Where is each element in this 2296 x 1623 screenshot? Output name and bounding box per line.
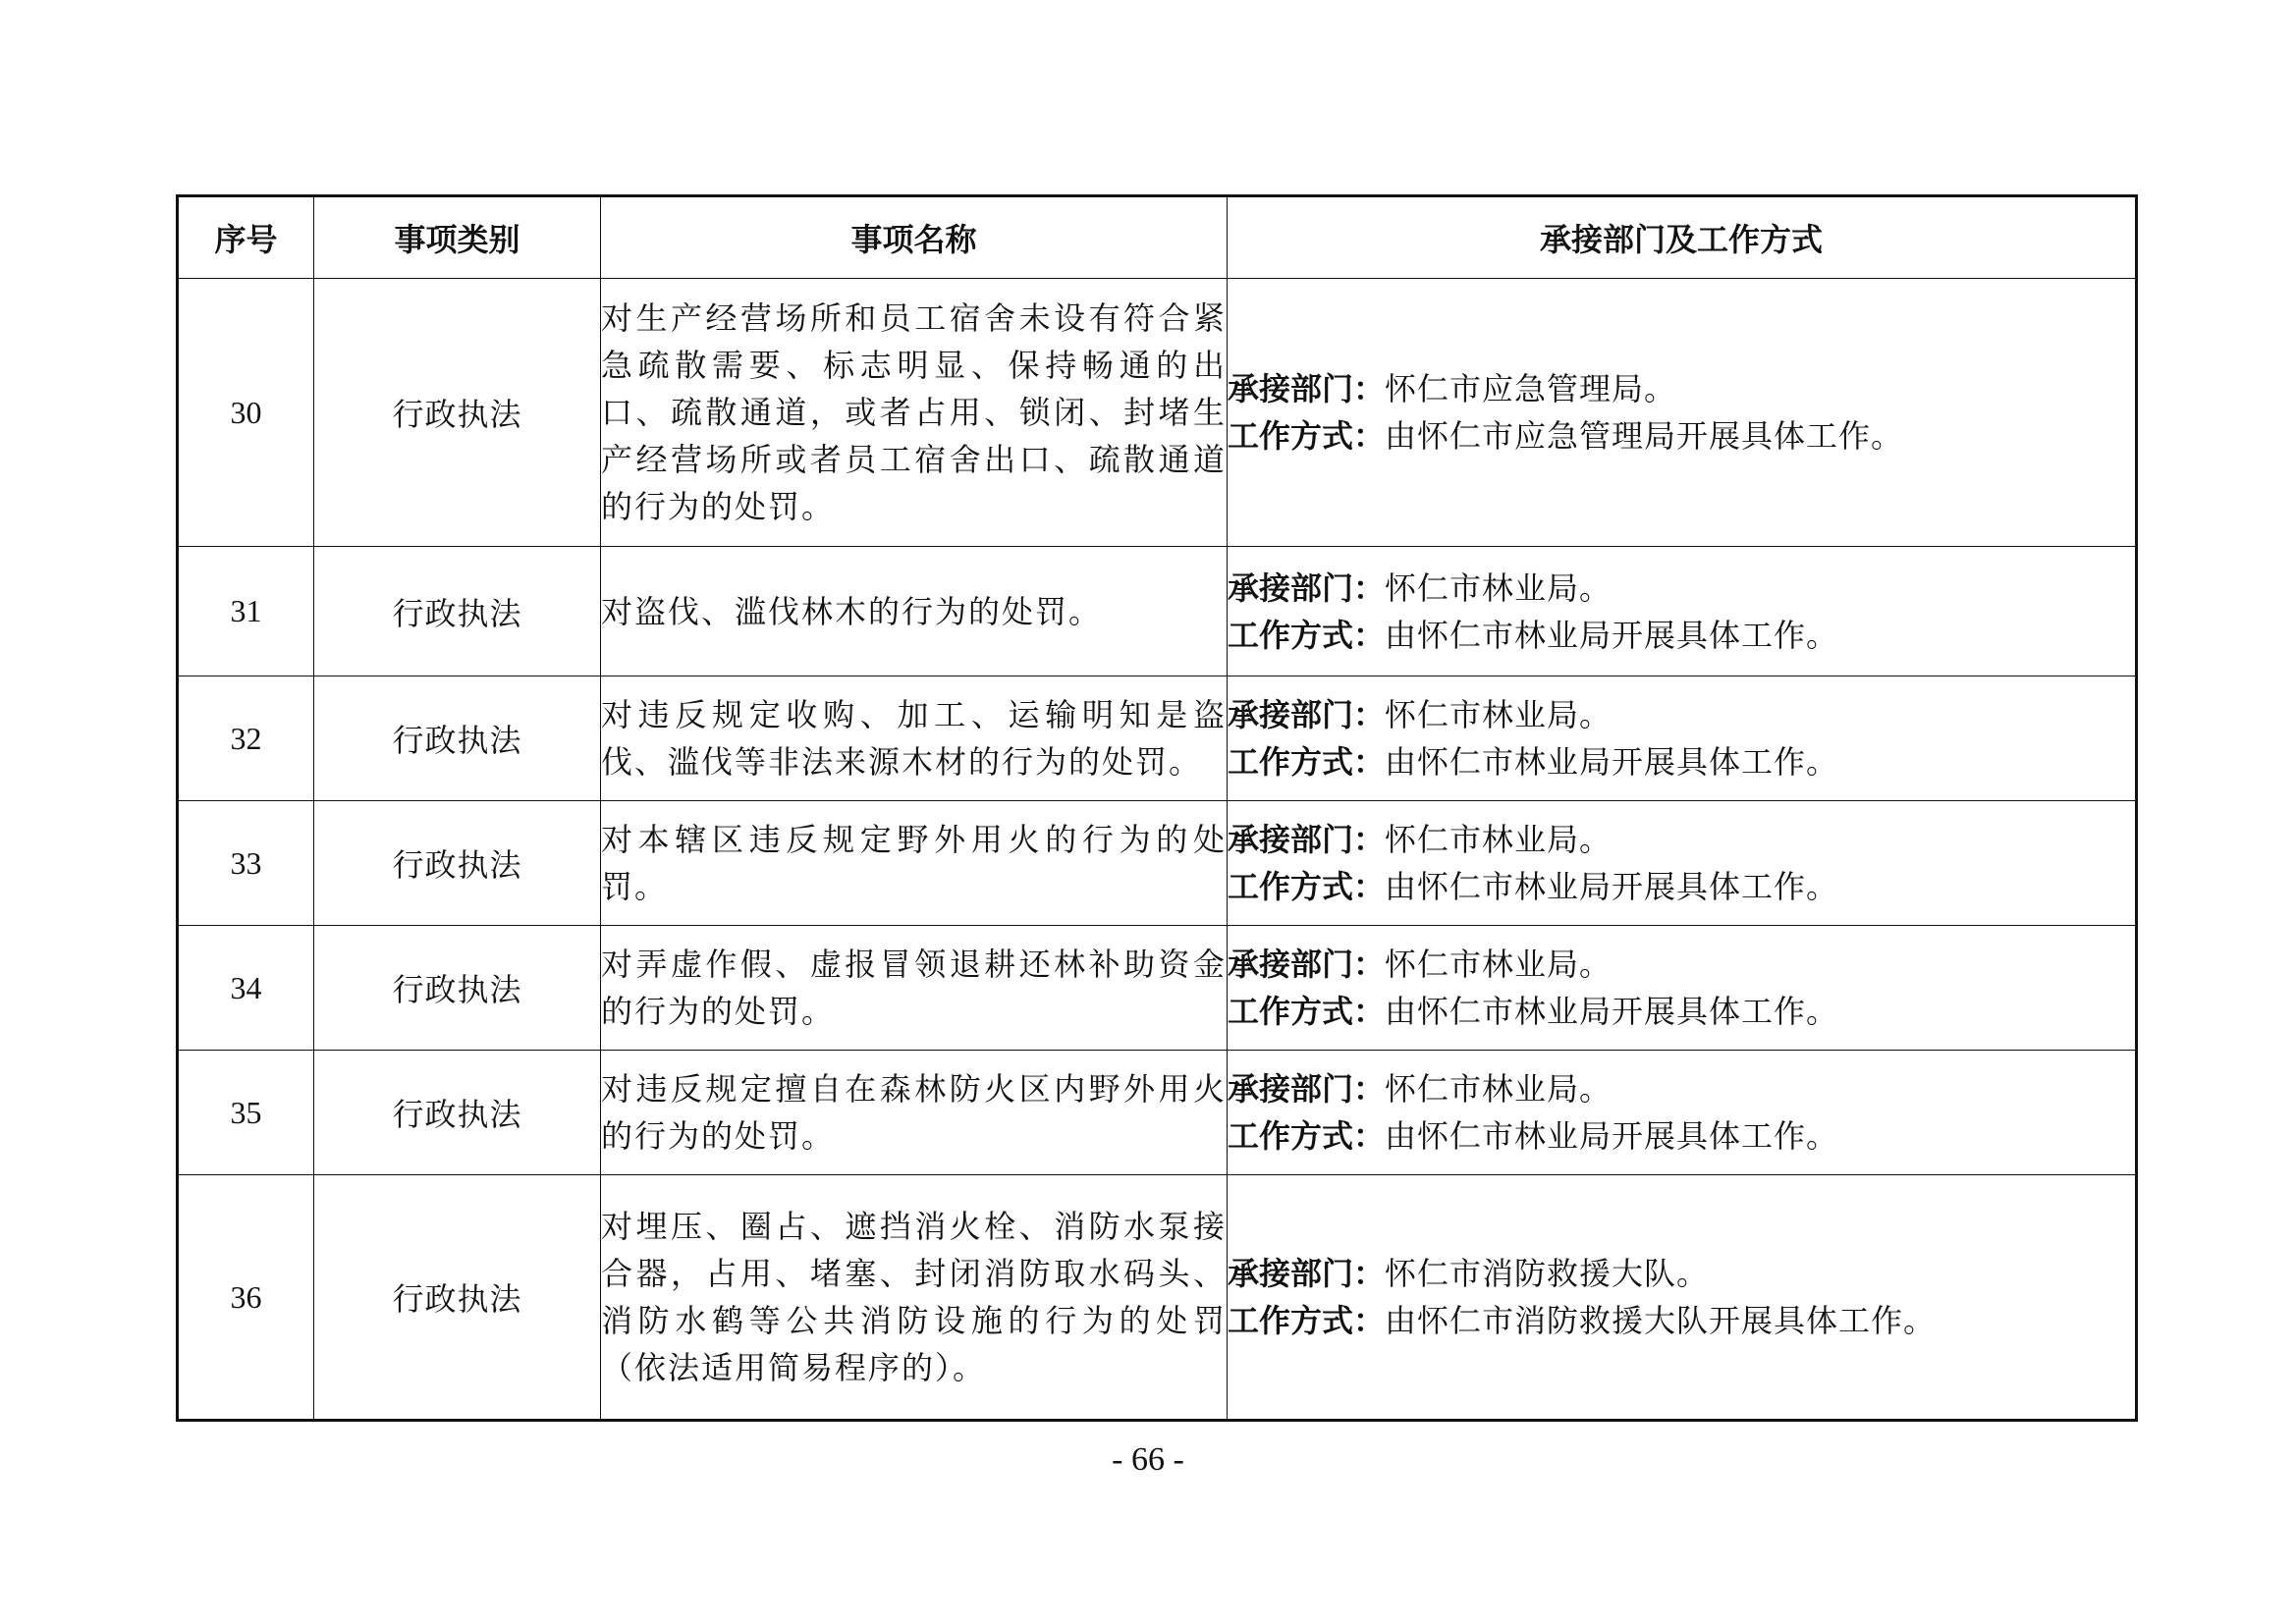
department-value: 怀仁市消防救援大队。 (1385, 1255, 1710, 1292)
row-category: 行政执法 (314, 926, 601, 1051)
department-value: 怀仁市林业局。 (1385, 1070, 1613, 1108)
department-label: 承接部门： (1228, 1255, 1386, 1292)
table-row (178, 1051, 2137, 1175)
table-row (178, 547, 2137, 676)
row-department-cell (1228, 1051, 2137, 1175)
department-line (1228, 365, 2135, 412)
row-department-cell (1228, 676, 2137, 801)
row-matter-name: 对违反规定收购、加工、运输明知是盗伐、滥伐等非法来源木材的行为的处罚。 (601, 676, 1228, 801)
department-line (1228, 565, 2135, 612)
method-line (1228, 1297, 2135, 1344)
method-line (1228, 612, 2135, 659)
method-line (1228, 988, 2135, 1035)
department-label: 承接部门： (1228, 821, 1386, 858)
department-label: 承接部门： (1228, 946, 1386, 983)
department-value: 怀仁市应急管理局。 (1385, 370, 1677, 407)
row-matter-name: 对盗伐、滥伐林木的行为的处罚。 (601, 547, 1228, 676)
method-value: 由怀仁市林业局开展具体工作。 (1385, 1117, 1839, 1155)
department-line (1228, 1250, 2135, 1297)
row-number: 31 (178, 547, 314, 676)
row-number: 32 (178, 676, 314, 801)
method-value: 由怀仁市林业局开展具体工作。 (1385, 743, 1839, 781)
method-line (1228, 863, 2135, 910)
row-category: 行政执法 (314, 676, 601, 801)
row-category: 行政执法 (314, 1051, 601, 1175)
department-label: 承接部门： (1228, 370, 1386, 407)
method-value: 由怀仁市林业局开展具体工作。 (1385, 616, 1839, 654)
row-matter-name: 对弄虚作假、虚报冒领退耕还林补助资金的行为的处罚。 (601, 926, 1228, 1051)
department-line (1228, 941, 2135, 988)
row-number: 33 (178, 801, 314, 926)
department-value: 怀仁市林业局。 (1385, 821, 1613, 858)
department-label: 承接部门： (1228, 1070, 1386, 1108)
row-department-cell (1228, 926, 2137, 1051)
table-row (178, 676, 2137, 801)
row-matter-name: 对违反规定擅自在森林防火区内野外用火的行为的处罚。 (601, 1051, 1228, 1175)
department-label: 承接部门： (1228, 696, 1386, 733)
department-value: 怀仁市林业局。 (1385, 568, 1613, 607)
table-row (178, 926, 2137, 1051)
method-value: 由怀仁市消防救援大队开展具体工作。 (1385, 1302, 1937, 1339)
row-number: 35 (178, 1051, 314, 1175)
department-value: 怀仁市林业局。 (1385, 946, 1613, 983)
row-number: 36 (178, 1175, 314, 1421)
department-value: 怀仁市林业局。 (1385, 696, 1613, 733)
table-row (178, 279, 2137, 547)
method-label: 工作方式： (1228, 743, 1386, 781)
row-department-cell (1228, 547, 2137, 676)
table-header-row (178, 196, 2137, 279)
method-label: 工作方式： (1228, 993, 1386, 1030)
row-matter-name: 对本辖区违反规定野外用火的行为的处罚。 (601, 801, 1228, 926)
method-label: 工作方式： (1228, 868, 1386, 905)
row-category: 行政执法 (314, 801, 601, 926)
department-line (1228, 691, 2135, 738)
row-matter-name: 对埋压、圈占、遮挡消火栓、消防水泵接合器，占用、堵塞、封闭消防取水码头、消防水鹤等公共消防设施的行为的处罚（依法适用简易程序的）。 (601, 1175, 1228, 1421)
header-category: 事项类别 (314, 196, 601, 279)
table-row (178, 1175, 2137, 1421)
method-value: 由怀仁市应急管理局开展具体工作。 (1385, 417, 1904, 455)
department-line (1228, 816, 2135, 863)
department-line (1228, 1065, 2135, 1112)
page-number: - 66 - (1112, 1441, 1184, 1478)
row-category: 行政执法 (314, 279, 601, 547)
row-category: 行政执法 (314, 547, 601, 676)
method-label: 工作方式： (1228, 1117, 1386, 1155)
method-line (1228, 738, 2135, 785)
row-matter-name: 对生产经营场所和员工宿舍未设有符合紧急疏散需要、标志明显、保持畅通的出口、疏散通道，或者占用、锁闭、封堵生产经营场所或者员工宿舍出口、疏散通道的行为的处罚。 (601, 279, 1228, 547)
department-label: 承接部门： (1228, 568, 1386, 607)
header-department-method: 承接部门及工作方式 (1228, 196, 2137, 279)
method-line (1228, 1112, 2135, 1160)
method-label: 工作方式： (1228, 1302, 1386, 1339)
method-label: 工作方式： (1228, 417, 1386, 455)
row-department-cell (1228, 1175, 2137, 1421)
row-number: 34 (178, 926, 314, 1051)
method-value: 由怀仁市林业局开展具体工作。 (1385, 993, 1839, 1030)
row-department-cell (1228, 801, 2137, 926)
matters-table (176, 194, 2138, 1422)
header-serial-number: 序号 (178, 196, 314, 279)
row-department-cell (1228, 279, 2137, 547)
method-value: 由怀仁市林业局开展具体工作。 (1385, 868, 1839, 905)
header-matter-name: 事项名称 (601, 196, 1228, 279)
row-number: 30 (178, 279, 314, 547)
row-category: 行政执法 (314, 1175, 601, 1421)
table-row (178, 801, 2137, 926)
method-line (1228, 412, 2135, 460)
method-label: 工作方式： (1228, 616, 1386, 654)
